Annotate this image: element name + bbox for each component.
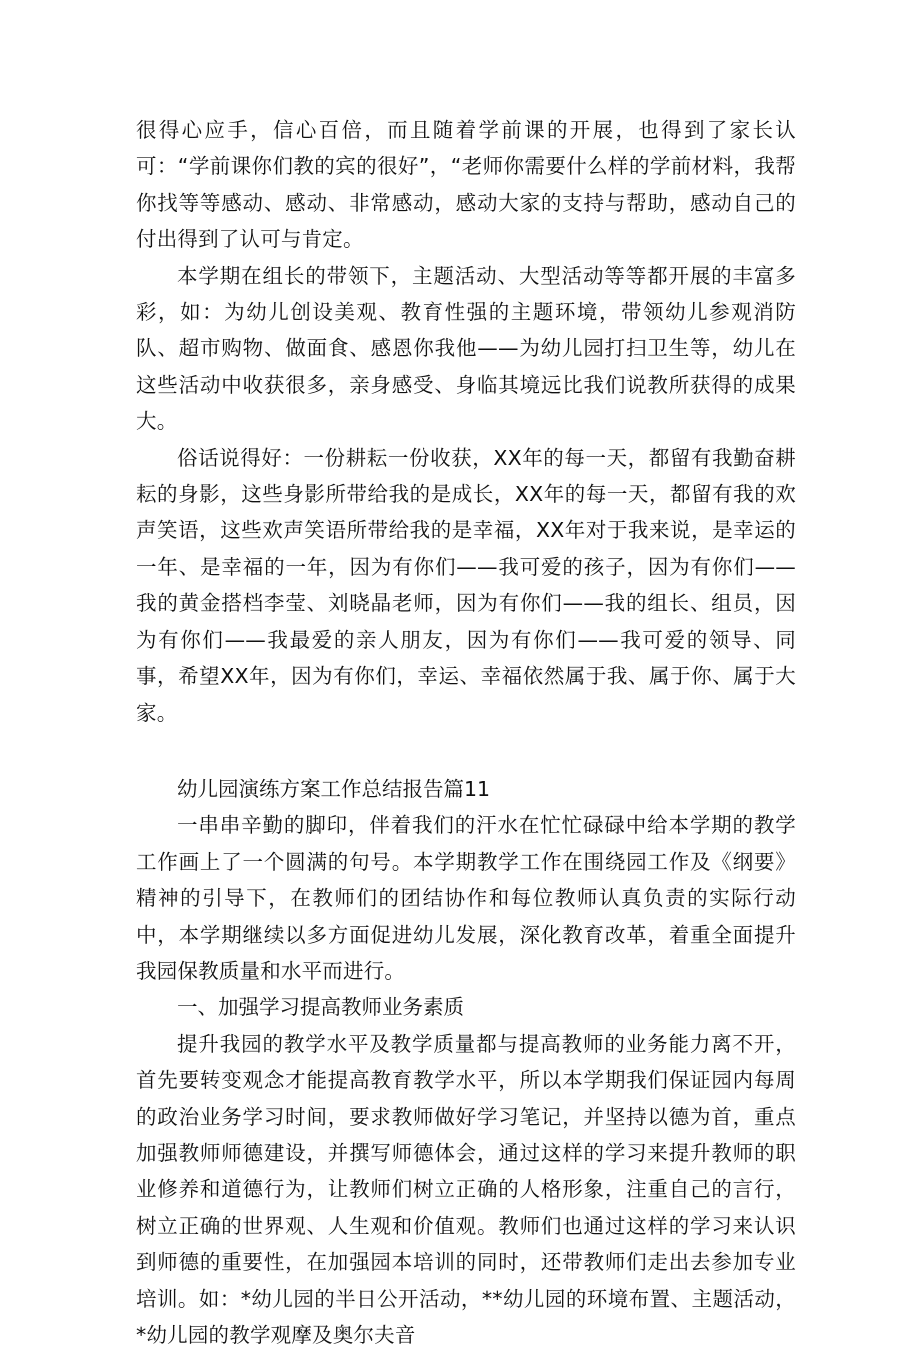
paragraph-section-body: 提升我园的教学水平及教学质量都与提高教师的业务能力离不开，首先要转变观念才能提高教育教学水平，所以本学期我们保证园内每周的政治业务学习时间，要求教师做好学习笔记，并坚持以德为首，重点加强教师师德建设，并撰写师德体会，通过这样的学习来提升教师的职业修养和道德行为，让教师们树立正确的人格形象，注重自己的言行，树立正确的世界观、人生观和价值观。教师们也通过这样的学习来认识到师德的重要性，在加强园本培训的同时，还带教师们走出去参加专业培训。如：*幼儿园的半日公开活动，**幼儿园的环境布置、主题活动，*幼儿园的教学观摩及奥尔夫音 <box>136 1031 796 1347</box>
report-heading: 幼儿园演练方案工作总结报告篇11 <box>177 776 491 801</box>
paragraph-intro: 一串串辛勤的脚印，伴着我们的汗水在忙忙碌碌中给本学期的教学工作画上了一个圆满的句号。本学期教学工作在围绕园工作及《纲要》精神的引导下，在教师们的团结协作和每位教师认真负责的实际行动中，本学期继续以多方面促进幼儿发展，深化教育改革，着重全面提升我园保教质量和水平而进行。 <box>136 813 796 983</box>
paragraph-theme-activities: 本学期在组长的带领下，主题活动、大型活动等等都开展的丰富多彩，如：为幼儿创设美观、教育性强的主题环境，带领幼儿参观消防队、超市购物、做面食、感恩你我他——为幼儿园打扫卫生等，幼儿在这些活动中收获很多，亲身感受、身临其境远比我们说教所获得的成果大。 <box>136 263 796 434</box>
section-title: 一、加强学习提高教师业务素质 <box>177 995 464 1020</box>
paragraph-proverb: 俗话说得好：一份耕耘一份收获，XX年的每一天，都留有我勤奋耕耘的身影，这些身影所带给我的是成长，XX年的每一天，都留有我的欢声笑语，这些欢声笑语所带给我的是幸福，XX年对于我来说，是幸运的一年、是幸福的一年，因为有你们——我可爱的孩子，因为有你们——我的黄金搭档李莹、刘晓晶老师，因为有你们——我的组长、组员，因为有你们——我最爱的亲人朋友，因为有你们——我可爱的领导、同事，希望XX年，因为有你们，幸运、幸福依然属于我、属于你、属于大家。 <box>136 445 796 725</box>
document-page <box>136 112 796 1353</box>
paragraph-continued: 很得心应手，信心百倍，而且随着学前课的开展，也得到了家长认可：“学前课你们教的宾的很好”，“老师你需要什么样的学前材料，我帮你找等等感动、感动、非常感动，感动大家的支持与帮助，感动自己的付出得到了认可与肯定。 <box>136 118 796 252</box>
